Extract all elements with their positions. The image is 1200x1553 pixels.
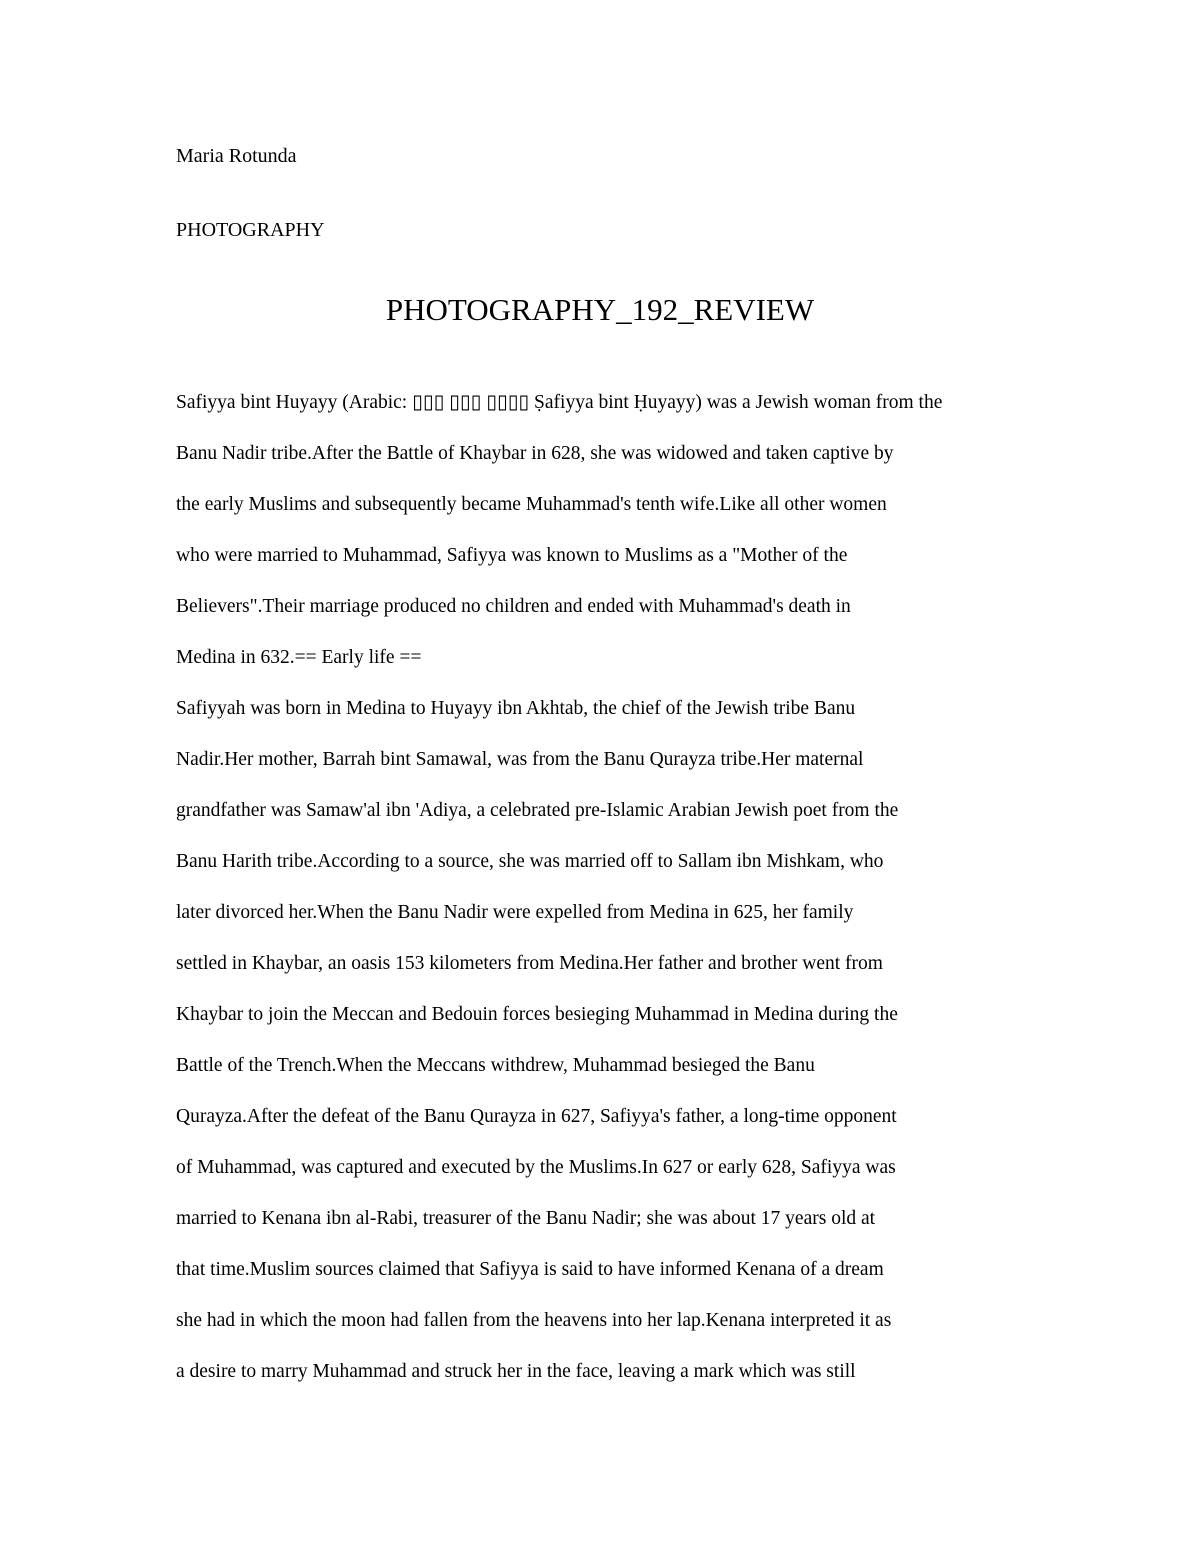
course-name: PHOTOGRAPHY — [176, 219, 325, 241]
body-line: Banu Nadir tribe.After the Battle of Khaybar in 628, she was widowed and taken captive by — [176, 443, 894, 464]
body-line: Khaybar to join the Meccan and Bedouin forces besieging Muhammad in Medina during the — [176, 1004, 898, 1025]
body-line: who were married to Muhammad, Safiyya was known to Muslims as a "Mother of the — [176, 545, 848, 566]
body-line: Banu Harith tribe.According to a source, she was married off to Sallam ibn Mishkam, who — [176, 851, 884, 872]
body-line: Safiyya bint Huyayy (Arabic: ▯▯▯ ▯▯▯ ▯▯▯▯ Ṣafiyya bint Ḥuyayy) was a Jewish woman from the — [176, 392, 943, 413]
body-line: Battle of the Trench.When the Meccans withdrew, Muhammad besieged the Banu — [176, 1055, 815, 1076]
body-line: Medina in 632.== Early life == — [176, 647, 422, 668]
body-line: Nadir.Her mother, Barrah bint Samawal, was from the Banu Qurayza tribe.Her maternal — [176, 749, 864, 770]
document-title: PHOTOGRAPHY_192_REVIEW — [385, 292, 815, 327]
body-line: married to Kenana ibn al-Rabi, treasurer of the Banu Nadir; she was about 17 years old at — [176, 1208, 876, 1229]
body-line: the early Muslims and subsequently became Muhammad's tenth wife.Like all other women — [176, 494, 887, 515]
body-text — [176, 386, 1036, 1406]
body-line: grandfather was Samaw'al ibn 'Adiya, a celebrated pre-Islamic Arabian Jewish poet from the — [176, 800, 899, 821]
body-line: later divorced her.When the Banu Nadir were expelled from Medina in 625, her family — [176, 902, 854, 923]
body-line: Qurayza.After the defeat of the Banu Qurayza in 627, Safiyya's father, a long-time opponent — [176, 1106, 897, 1127]
body-line: she had in which the moon had fallen from the heavens into her lap.Kenana interpreted it as — [176, 1310, 892, 1331]
body-line: a desire to marry Muhammad and struck her in the face, leaving a mark which was still — [176, 1361, 856, 1382]
body-line: Believers".Their marriage produced no children and ended with Muhammad's death in — [176, 596, 851, 617]
body-line: that time.Muslim sources claimed that Safiyya is said to have informed Kenana of a dream — [176, 1259, 884, 1280]
author-name: Maria Rotunda — [176, 145, 297, 167]
body-line: settled in Khaybar, an oasis 153 kilometers from Medina.Her father and brother went from — [176, 953, 883, 974]
body-line: Safiyyah was born in Medina to Huyayy ibn Akhtab, the chief of the Jewish tribe Banu — [176, 698, 856, 719]
body-line: of Muhammad, was captured and executed by the Muslims.In 627 or early 628, Safiyya was — [176, 1157, 896, 1178]
